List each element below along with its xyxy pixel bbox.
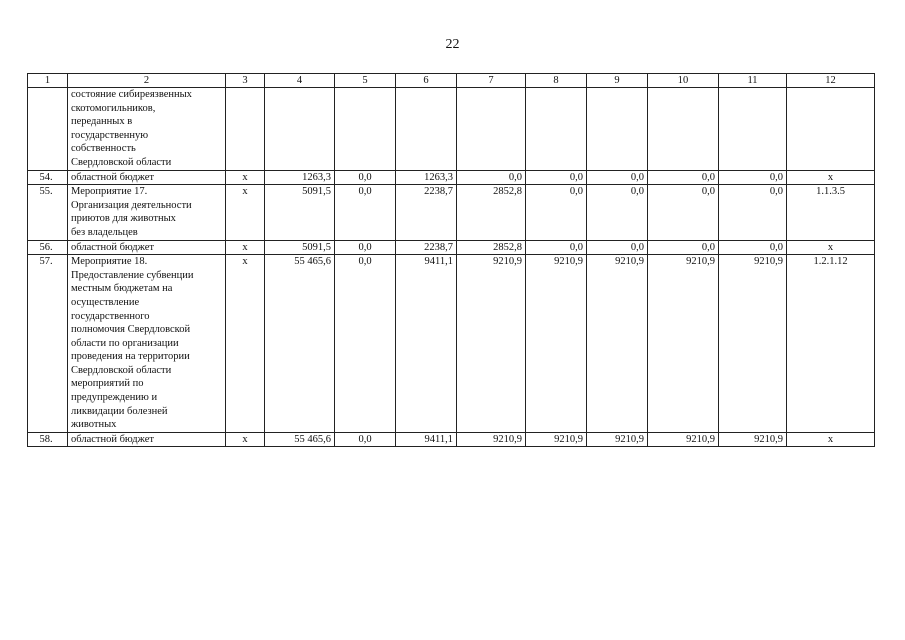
cell-col-8: 0,0 xyxy=(526,185,587,240)
item-name-line: скотомогильников, xyxy=(71,102,156,114)
cell-col-3: x xyxy=(226,185,265,240)
cell-col-9: 0,0 xyxy=(587,240,648,255)
item-name-line: без владельцев xyxy=(71,226,138,238)
header-cell: 6 xyxy=(396,74,457,88)
cell-col-6: 9411,1 xyxy=(396,432,457,447)
cell-col-9: 9210,9 xyxy=(587,432,648,447)
header-cell: 1 xyxy=(28,74,68,88)
cell-col-3: x xyxy=(226,170,265,185)
item-name-line: Мероприятие 18. xyxy=(71,256,148,268)
cell-col-10: 0,0 xyxy=(648,170,719,185)
cell-col-8: 9210,9 xyxy=(526,255,587,433)
cell-col-11: 0,0 xyxy=(719,185,787,240)
cell-col-4: 5091,5 xyxy=(265,185,335,240)
cell-col-5: 0,0 xyxy=(335,170,396,185)
cell-col-5 xyxy=(335,88,396,171)
row-number-cell xyxy=(28,88,68,171)
item-name-line: Свердловской области xyxy=(71,364,172,376)
item-name-line: животных xyxy=(71,419,117,431)
item-name-line: Организация деятельности xyxy=(71,199,192,211)
cell-col-6: 1263,3 xyxy=(396,170,457,185)
cell-col-11 xyxy=(719,88,787,171)
cell-col-12: x xyxy=(787,170,875,185)
cell-col-7: 2852,8 xyxy=(457,240,526,255)
header-cell: 10 xyxy=(648,74,719,88)
item-name-line: собственность xyxy=(71,143,136,155)
cell-col-3: x xyxy=(226,432,265,447)
table-row xyxy=(28,170,875,185)
cell-col-4: 5091,5 xyxy=(265,240,335,255)
cell-col-8: 0,0 xyxy=(526,170,587,185)
cell-col-10 xyxy=(648,88,719,171)
item-name-line: предупреждению и xyxy=(71,392,158,404)
cell-col-4: 55 465,6 xyxy=(265,432,335,447)
header-cell: 8 xyxy=(526,74,587,88)
cell-col-11: 0,0 xyxy=(719,240,787,255)
cell-col-6: 9411,1 xyxy=(396,255,457,433)
table-header-row xyxy=(28,74,875,88)
item-name-line: государственного xyxy=(71,310,150,322)
cell-col-7 xyxy=(457,88,526,171)
cell-col-4 xyxy=(265,88,335,171)
item-name-line: государственную xyxy=(71,129,149,141)
cell-col-12: 1.1.3.5 xyxy=(787,185,875,240)
item-name-line: проведения на территории xyxy=(71,351,190,363)
cell-col-6: 2238,7 xyxy=(396,185,457,240)
header-cell: 3 xyxy=(226,74,265,88)
row-number-cell: 55. xyxy=(28,185,68,240)
cell-col-9: 0,0 xyxy=(587,170,648,185)
table-row xyxy=(28,185,875,240)
header-cell: 5 xyxy=(335,74,396,88)
page-number: 22 xyxy=(445,37,460,52)
cell-col-10: 9210,9 xyxy=(648,255,719,433)
item-name-line: состояние сибиреязвенных xyxy=(71,89,192,100)
cell-col-7: 0,0 xyxy=(457,170,526,185)
cell-col-8 xyxy=(526,88,587,171)
item-name-line: ликвидации болезней xyxy=(71,405,168,417)
cell-col-5: 0,0 xyxy=(335,432,396,447)
item-name-line: осуществление xyxy=(71,296,140,308)
program-table xyxy=(27,73,875,447)
table-row xyxy=(28,88,875,171)
cell-col-11: 9210,9 xyxy=(719,255,787,433)
cell-col-3 xyxy=(226,88,265,171)
cell-col-11: 0,0 xyxy=(719,170,787,185)
cell-col-6 xyxy=(396,88,457,171)
item-name-cell xyxy=(68,170,226,185)
item-name-line: Свердловской области xyxy=(71,156,172,168)
header-cell: 11 xyxy=(719,74,787,88)
cell-col-10: 0,0 xyxy=(648,185,719,240)
cell-col-10: 0,0 xyxy=(648,240,719,255)
cell-col-12: x xyxy=(787,240,875,255)
cell-col-5: 0,0 xyxy=(335,185,396,240)
cell-col-12: x xyxy=(787,432,875,447)
item-name-line: мероприятий по xyxy=(71,378,144,390)
header-cell: 12 xyxy=(787,74,875,88)
row-number-cell: 57. xyxy=(28,255,68,433)
cell-col-5: 0,0 xyxy=(335,255,396,433)
item-name-line: полномочия Свердловской xyxy=(71,324,191,336)
cell-col-12 xyxy=(787,88,875,171)
cell-col-4: 55 465,6 xyxy=(265,255,335,433)
cell-col-6: 2238,7 xyxy=(396,240,457,255)
cell-col-9 xyxy=(587,88,648,171)
cell-col-7: 9210,9 xyxy=(457,432,526,447)
cell-col-3: x xyxy=(226,240,265,255)
item-name-line: местным бюджетам на xyxy=(71,283,173,295)
header-cell: 4 xyxy=(265,74,335,88)
item-name-line: Предоставление субвенции xyxy=(71,269,194,281)
cell-col-9: 0,0 xyxy=(587,185,648,240)
table-row xyxy=(28,255,875,433)
row-number-cell: 54. xyxy=(28,170,68,185)
cell-col-8: 0,0 xyxy=(526,240,587,255)
header-cell: 9 xyxy=(587,74,648,88)
cell-col-10: 9210,9 xyxy=(648,432,719,447)
item-name-cell xyxy=(68,88,226,171)
item-name-line: областной бюджет xyxy=(71,171,154,183)
row-number-cell: 56. xyxy=(28,240,68,255)
item-name-line: переданных в xyxy=(71,116,133,128)
item-name-cell xyxy=(68,255,226,433)
cell-col-9: 9210,9 xyxy=(587,255,648,433)
item-name-line: областной бюджет xyxy=(71,433,154,445)
item-name-line: областной бюджет xyxy=(71,241,154,253)
cell-col-4: 1263,3 xyxy=(265,170,335,185)
row-number-cell: 58. xyxy=(28,432,68,447)
item-name-cell xyxy=(68,240,226,255)
item-name-cell xyxy=(68,432,226,447)
cell-col-7: 9210,9 xyxy=(457,255,526,433)
cell-col-7: 2852,8 xyxy=(457,185,526,240)
table-body xyxy=(28,74,875,447)
table-row xyxy=(28,432,875,447)
table-row xyxy=(28,240,875,255)
cell-col-8: 9210,9 xyxy=(526,432,587,447)
item-name-line: приютов для животных xyxy=(71,213,176,225)
item-name-line: Мероприятие 17. xyxy=(71,186,148,198)
item-name-line: области по организации xyxy=(71,337,179,349)
cell-col-3: x xyxy=(226,255,265,433)
header-cell: 2 xyxy=(68,74,226,88)
cell-col-12: 1.2.1.12 xyxy=(787,255,875,433)
item-name-cell xyxy=(68,185,226,240)
cell-col-11: 9210,9 xyxy=(719,432,787,447)
cell-col-5: 0,0 xyxy=(335,240,396,255)
header-cell: 7 xyxy=(457,74,526,88)
